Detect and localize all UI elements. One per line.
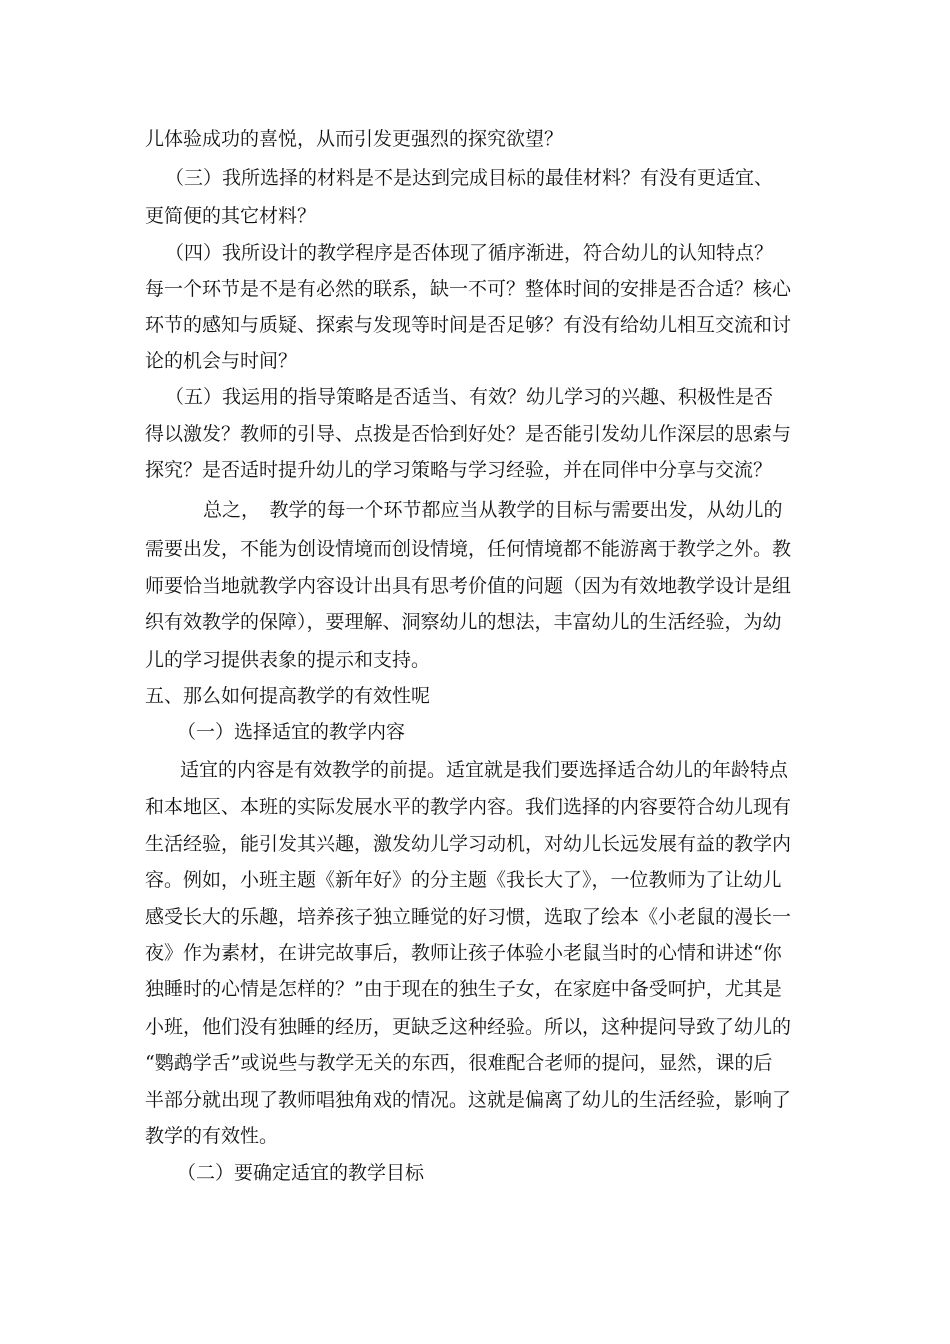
section-heading: 五、那么如何提高教学的有效性呢 [145,685,431,707]
text-line: 容。例如，小班主题《新年好》的分主题《我长大了》，一位教师为了让幼儿 [145,869,782,891]
text-line: 论的机会与时间？ [145,350,298,372]
text-line: 半部分就出现了教师唱独角戏的情况。这就是偏离了幼儿的生活经验，影响了 [145,1089,792,1111]
text-line: 教学的有效性。 [145,1125,279,1147]
text-line: 夜》作为素材，在讲完故事后，教师让孩子体验小老鼠当时的心情和讲述“你 [145,942,782,964]
text-line: 总之， 教学的每一个环节都应当从教学的目标与需要出发，从幼儿的 [203,499,783,521]
text-line: 儿的学习提供表象的提示和支持。 [145,649,431,671]
text-line: 生活经验，能引发其兴趣，激发幼儿学习动机，对幼儿长远发展有益的教学内 [145,833,792,855]
text-line: 师要恰当地就教学内容设计出具有思考价值的问题（因为有效地教学设计是组 [145,575,792,597]
subsection-heading: （二）要确定适宜的教学目标 [177,1162,425,1184]
text-line: 需要出发，不能为创设情境而创设情境，任何情境都不能游离于教学之外。教 [145,538,792,560]
text-line: 儿体验成功的喜悦，从而引发更强烈的探究欲望？ [145,128,564,150]
text-line: 每一个环节是不是有必然的联系，缺一不可？整体时间的安排是否合适？核心 [145,278,792,300]
text-line: 适宜的内容是有效教学的前提。适宜就是我们要选择适合幼儿的年龄特点 [180,759,789,781]
text-line: 环节的感知与质疑、探索与发现等时间是否足够？有没有给幼儿相互交流和讨 [145,314,792,336]
text-line: 得以激发？教师的引导、点拨是否恰到好处？是否能引发幼儿作深层的思索与 [145,423,792,445]
text-line: 独睡时的心情是怎样的？”由于现在的独生子女，在家庭中备受呵护，尤其是 [145,978,782,1000]
text-line: （四）我所设计的教学程序是否体现了循序渐进，符合幼儿的认知特点？ [165,242,774,264]
text-line: 感受长大的乐趣，培养孩子独立睡觉的好习惯，选取了绘本《小老鼠的漫长一 [145,906,792,928]
text-line: 更简便的其它材料？ [145,205,317,227]
text-line: 和本地区、本班的实际发展水平的教学内容。我们选择的内容要符合幼儿现有 [145,796,792,818]
text-line: 探究？是否适时提升幼儿的学习策略与学习经验，并在同伴中分享与交流？ [145,459,773,481]
text-line: 织有效教学的保障），要理解、洞察幼儿的想法，丰富幼儿的生活经验，为幼 [145,611,782,633]
subsection-heading: （一）选择适宜的教学内容 [177,721,406,743]
text-line: （五）我运用的指导策略是否适当、有效？幼儿学习的兴趣、积极性是否 [165,386,774,408]
text-line: “鹦鹉学舌”或说些与教学无关的东西，很难配合老师的提问，显然，课的后 [145,1052,773,1074]
text-line: 小班，他们没有独睡的经历，更缺乏这种经验。所以，这种提问导致了幼儿的 [145,1016,792,1038]
text-line: （三）我所选择的材料是不是达到完成目标的最佳材料？有没有更适宜、 [165,167,774,189]
